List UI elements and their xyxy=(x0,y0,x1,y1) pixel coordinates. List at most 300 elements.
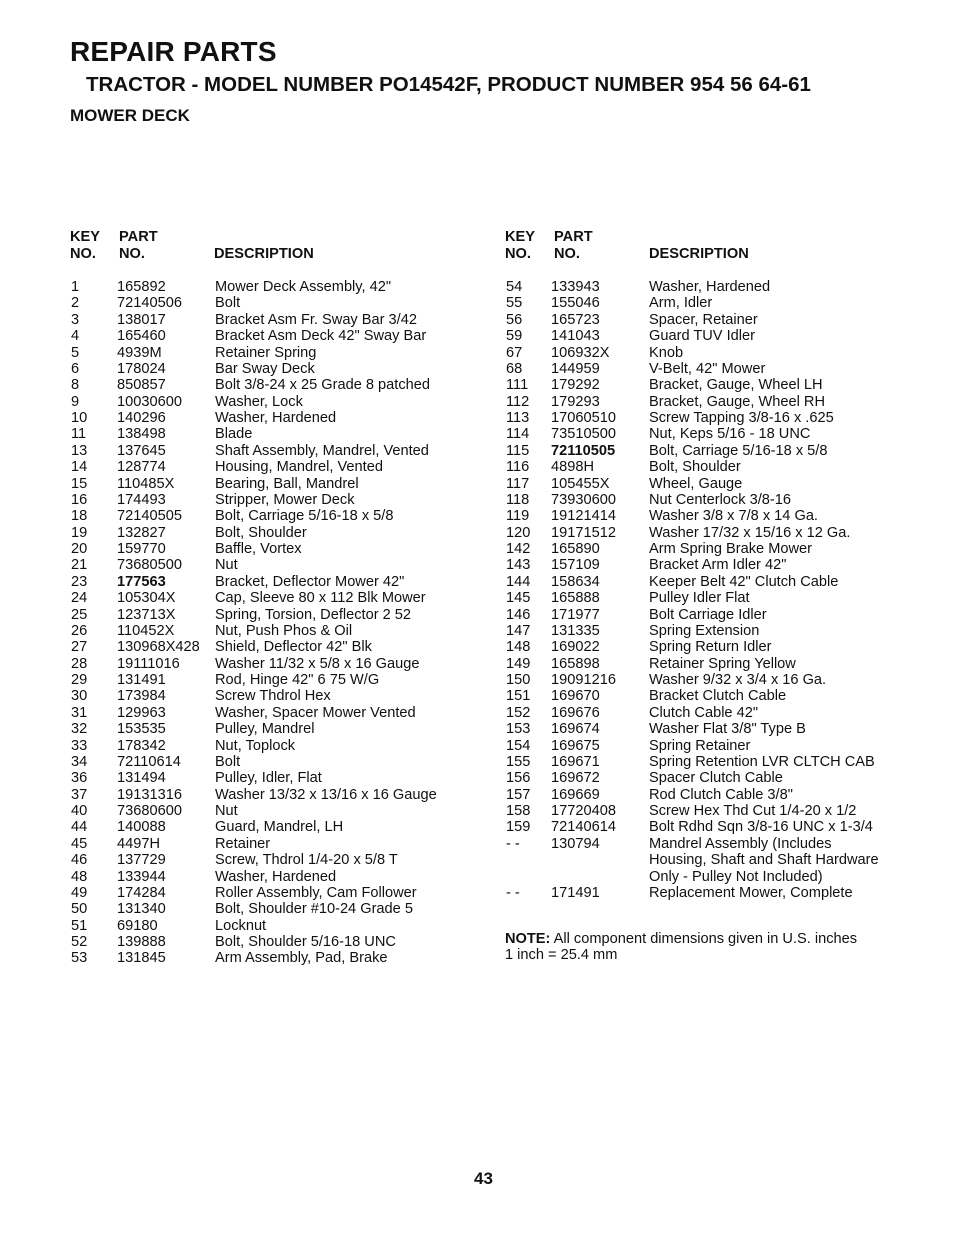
part-description: Nut xyxy=(215,803,238,819)
table-row xyxy=(505,361,925,377)
part-description: Nut Centerlock 3/8-16 xyxy=(649,491,791,508)
part-number: 850857 xyxy=(117,377,166,394)
key-number: 157 xyxy=(506,786,531,803)
key-number: 20 xyxy=(71,541,88,557)
table-row xyxy=(505,639,925,655)
key-header-bottom: NO. xyxy=(70,246,96,262)
part-description: Bolt Rdhd Sqn 3/8-16 UNC x 1-3/4 xyxy=(649,819,873,836)
part-number: 131491 xyxy=(117,672,166,688)
part-number: 17720408 xyxy=(551,803,616,819)
part-number: 19121414 xyxy=(551,508,616,525)
key-number: 6 xyxy=(71,360,80,377)
table-row xyxy=(70,508,470,524)
part-number: 179292 xyxy=(551,377,600,394)
part-description: Shaft Assembly, Mandrel, Vented xyxy=(215,442,429,459)
table-row xyxy=(70,345,470,361)
key-number: 119 xyxy=(506,508,530,525)
table-row xyxy=(505,836,925,885)
part-description: Bolt, Shoulder xyxy=(649,459,741,476)
part-number: 69180 xyxy=(117,917,158,934)
key-number: 11 xyxy=(71,426,87,443)
key-number: 24 xyxy=(71,590,88,607)
key-number: 56 xyxy=(506,311,523,328)
table-row xyxy=(505,443,925,459)
part-description: Screw, Thdrol 1/4-20 x 5/8 T xyxy=(215,852,398,869)
table-row xyxy=(70,377,470,393)
part-description: V-Belt, 42" Mower xyxy=(649,360,766,377)
table-row xyxy=(70,705,470,721)
part-description: Bolt Carriage Idler xyxy=(649,606,767,623)
table-row xyxy=(505,607,925,623)
key-number: 55 xyxy=(506,295,523,312)
table-row xyxy=(505,377,925,393)
table-row xyxy=(70,541,470,557)
part-number: 169674 xyxy=(551,721,600,738)
part-number: 171491 xyxy=(551,884,600,901)
part-number: 73680600 xyxy=(117,803,182,819)
table-row xyxy=(70,426,470,442)
table-row xyxy=(70,557,470,573)
part-number: 123713X xyxy=(117,606,176,623)
part-description: Bearing, Ball, Mandrel xyxy=(215,475,359,492)
part-description: Bolt, Carriage 5/16-18 x 5/8 xyxy=(215,508,394,525)
table-row xyxy=(70,410,470,426)
part-description: Locknut xyxy=(215,917,267,934)
key-number: 1 xyxy=(71,279,80,295)
table-row xyxy=(505,819,925,835)
part-number: 73680500 xyxy=(117,557,182,574)
part-number: 140088 xyxy=(117,819,166,836)
part-header-bottom: NO. xyxy=(554,246,580,262)
part-description: Pulley, Mandrel xyxy=(215,721,315,738)
key-number: 40 xyxy=(71,803,88,819)
key-number: 21 xyxy=(71,557,88,574)
table-row xyxy=(505,279,925,295)
key-number: 116 xyxy=(506,459,530,476)
part-description: Arm, Idler xyxy=(649,295,713,312)
key-number: 31 xyxy=(71,704,88,721)
note-label: NOTE: xyxy=(505,931,551,947)
key-number: 23 xyxy=(71,573,88,590)
part-description: Washer, Hardened xyxy=(649,279,771,295)
table-row xyxy=(70,574,470,590)
key-number: 118 xyxy=(506,491,530,508)
key-number: 111 xyxy=(506,377,529,394)
key-number: 45 xyxy=(71,835,88,852)
key-number: 146 xyxy=(506,606,531,623)
part-description: Nut, Toplock xyxy=(215,737,296,754)
part-number: 73930600 xyxy=(551,491,616,508)
part-description: Rod, Hinge 42" 6 75 W/G xyxy=(215,672,380,688)
key-number: 151 xyxy=(506,688,531,705)
part-description: Bolt 3/8-24 x 25 Grade 8 patched xyxy=(215,377,430,394)
key-header-top: KEY xyxy=(505,229,536,245)
part-number: 131335 xyxy=(551,622,600,639)
part-description: Bracket Asm Fr. Sway Bar 3/42 xyxy=(215,311,417,328)
part-description: Washer 11/32 x 5/8 x 16 Gauge xyxy=(215,655,420,672)
part-number: 128774 xyxy=(117,459,166,476)
part-header-top: PART xyxy=(554,229,593,245)
page-number: 43 xyxy=(474,1169,493,1188)
part-description: Knob xyxy=(649,344,684,361)
part-number: 105455X xyxy=(551,475,610,492)
table-row xyxy=(70,836,470,852)
table-row xyxy=(70,688,470,704)
table-row xyxy=(70,394,470,410)
table-row xyxy=(505,803,925,819)
part-description: Cap, Sleeve 80 x 112 Blk Mower xyxy=(215,590,426,607)
key-number: - - xyxy=(506,835,520,852)
part-number: 139888 xyxy=(117,934,166,950)
part-number: 130794 xyxy=(551,835,600,852)
part-description: Bracket Asm Deck 42" Sway Bar xyxy=(215,328,427,345)
part-description: Spring Retainer xyxy=(649,737,751,754)
key-number: 4 xyxy=(71,328,80,345)
key-number: 5 xyxy=(71,344,80,361)
part-description: Only - Pulley Not Included) xyxy=(649,868,823,885)
part-number: 144959 xyxy=(551,360,600,377)
part-description: Spring Retention LVR CLTCH CAB xyxy=(649,753,875,770)
part-description: Spring, Torsion, Deflector 2 52 xyxy=(215,606,412,623)
key-number: 114 xyxy=(506,426,530,443)
key-number: 30 xyxy=(71,688,88,705)
part-number: 110485X xyxy=(117,475,175,492)
part-description: Spring Extension xyxy=(649,622,760,639)
key-number: 59 xyxy=(506,328,523,345)
table-row xyxy=(70,819,470,835)
key-number: 53 xyxy=(71,950,88,967)
key-number: 68 xyxy=(506,360,523,377)
part-description: Screw Hex Thd Cut 1/4-20 x 1/2 xyxy=(649,803,857,819)
table-row xyxy=(70,279,470,295)
part-number: 173984 xyxy=(117,688,166,705)
part-description: Retainer Spring xyxy=(215,344,317,361)
section-heading: MOWER DECK xyxy=(70,106,190,125)
table-row xyxy=(70,295,470,311)
key-number: 54 xyxy=(506,279,523,295)
table-row xyxy=(505,738,925,754)
key-number: 28 xyxy=(71,655,88,672)
key-number: 18 xyxy=(71,508,88,525)
table-row xyxy=(70,869,470,885)
part-description: Bolt, Carriage 5/16-18 x 5/8 xyxy=(649,442,828,459)
part-number: 159770 xyxy=(117,541,166,557)
part-number: 110452X xyxy=(117,622,175,639)
table-row xyxy=(505,492,925,508)
part-description: Washer 9/32 x 3/4 x 16 Ga. xyxy=(649,672,827,688)
key-number: 51 xyxy=(71,917,88,934)
key-number: 3 xyxy=(71,311,80,328)
part-number: 169671 xyxy=(551,753,600,770)
table-row xyxy=(70,803,470,819)
key-number: 27 xyxy=(71,639,88,656)
part-number: 165888 xyxy=(551,590,600,607)
table-row xyxy=(505,410,925,426)
part-number: 169672 xyxy=(551,770,600,787)
key-number: 52 xyxy=(71,934,88,950)
key-number: 50 xyxy=(71,901,88,918)
part-number: 169676 xyxy=(551,704,600,721)
part-description: Keeper Belt 42" Clutch Cable xyxy=(649,573,839,590)
table-row xyxy=(70,738,470,754)
table-row xyxy=(505,688,925,704)
table-header xyxy=(70,229,470,279)
part-description: Replacement Mower, Complete xyxy=(649,884,853,901)
key-number: 2 xyxy=(71,295,80,312)
key-number: 32 xyxy=(71,721,88,738)
part-number: 169675 xyxy=(551,737,600,754)
part-number: 171977 xyxy=(551,606,600,623)
page-title: REPAIR PARTS xyxy=(70,36,277,67)
part-description: Guard TUV Idler xyxy=(649,328,755,345)
part-number: 129963 xyxy=(117,704,166,721)
table-row xyxy=(70,525,470,541)
part-description: Washer, Lock xyxy=(215,393,303,410)
table-row xyxy=(70,656,470,672)
table-row xyxy=(505,345,925,361)
key-number: 145 xyxy=(506,590,531,607)
table-row xyxy=(70,492,470,508)
part-description: Bracket Arm Idler 42" xyxy=(649,557,787,574)
part-description: Housing, Shaft and Shaft Hardware xyxy=(649,852,879,869)
part-description: Bolt xyxy=(215,753,241,770)
key-number: 34 xyxy=(71,753,88,770)
table-header xyxy=(505,229,925,279)
part-description: Washer 17/32 x 15/16 x 12 Ga. xyxy=(649,524,851,541)
table-row xyxy=(505,541,925,557)
table-row xyxy=(505,525,925,541)
description-header: DESCRIPTION xyxy=(214,246,314,262)
part-description: Mandrel Assembly (Includes xyxy=(649,835,832,852)
table-row xyxy=(70,950,470,966)
part-number: 4497H xyxy=(117,835,161,852)
key-number: 10 xyxy=(71,410,88,426)
table-row xyxy=(505,623,925,639)
table-row xyxy=(505,394,925,410)
part-description: Washer 13/32 x 13/16 x 16 Gauge xyxy=(215,786,437,803)
table-row xyxy=(505,705,925,721)
part-number: 72140505 xyxy=(117,508,182,525)
table-row xyxy=(70,607,470,623)
table-row xyxy=(70,459,470,475)
key-number: 33 xyxy=(71,737,88,754)
part-description: Baffle, Vortex xyxy=(215,541,302,557)
key-number: 44 xyxy=(71,819,88,836)
key-number: 154 xyxy=(506,737,531,754)
key-number: 144 xyxy=(506,573,531,590)
page-subtitle: TRACTOR - MODEL NUMBER PO14542F, PRODUCT NUMBER 954 56 64-61 xyxy=(86,73,811,96)
table-row xyxy=(70,918,470,934)
part-number: 19091216 xyxy=(551,672,616,688)
part-number: 169022 xyxy=(551,639,600,656)
part-header-top: PART xyxy=(119,229,158,245)
part-header-bottom: NO. xyxy=(119,246,145,262)
part-number: 131340 xyxy=(117,901,166,918)
part-description: Arm Spring Brake Mower xyxy=(649,541,813,557)
table-row xyxy=(505,426,925,442)
part-number: 178342 xyxy=(117,737,166,754)
table-row xyxy=(70,901,470,917)
part-description: Guard, Mandrel, LH xyxy=(215,819,344,836)
table-row xyxy=(505,557,925,573)
parts-list-right xyxy=(505,279,925,901)
part-description: Bolt, Shoulder 5/16-18 UNC xyxy=(215,934,396,950)
note xyxy=(505,931,857,964)
part-description: Washer, Spacer Mower Vented xyxy=(215,704,416,721)
table-row xyxy=(505,656,925,672)
part-number: 17060510 xyxy=(551,410,616,426)
part-description: Stripper, Mower Deck xyxy=(215,491,355,508)
key-number: 142 xyxy=(506,541,531,557)
part-number: 155046 xyxy=(551,295,600,312)
part-description: Screw Thdrol Hex xyxy=(215,688,331,705)
key-number: 117 xyxy=(506,475,530,492)
key-number: 147 xyxy=(506,622,531,639)
part-number: 169669 xyxy=(551,786,600,803)
note-text: All component dimensions given in U.S. inches xyxy=(553,931,858,947)
table-row xyxy=(70,885,470,901)
table-row xyxy=(70,639,470,655)
key-number: 26 xyxy=(71,622,88,639)
table-row xyxy=(70,934,470,950)
key-number: 37 xyxy=(71,786,88,803)
part-description: Nut, Keps 5/16 - 18 UNC xyxy=(649,426,811,443)
part-description: Clutch Cable 42" xyxy=(649,704,759,721)
table-row xyxy=(505,508,925,524)
part-number: 158634 xyxy=(551,573,600,590)
table-row xyxy=(505,885,925,901)
table-row xyxy=(70,852,470,868)
key-header-top: KEY xyxy=(70,229,101,245)
part-description: Pulley Idler Flat xyxy=(649,590,750,607)
part-number: 131845 xyxy=(117,950,166,967)
key-number: 148 xyxy=(506,639,531,656)
parts-list-left xyxy=(70,279,470,967)
table-row xyxy=(70,721,470,737)
key-number: 153 xyxy=(506,721,531,738)
part-number: 165898 xyxy=(551,655,600,672)
part-description: Mower Deck Assembly, 42" xyxy=(215,279,392,295)
part-number: 177563 xyxy=(117,573,166,590)
key-number: 149 xyxy=(506,655,531,672)
part-description: Spring Return Idler xyxy=(649,639,772,656)
part-number: 140296 xyxy=(117,410,166,426)
part-number: 138498 xyxy=(117,426,166,443)
part-description: Housing, Mandrel, Vented xyxy=(215,459,383,476)
table-row xyxy=(70,328,470,344)
part-number: 165460 xyxy=(117,328,166,345)
key-number: 155 xyxy=(506,753,531,770)
table-row xyxy=(505,295,925,311)
part-description: Blade xyxy=(215,426,253,443)
key-number: 120 xyxy=(506,524,531,541)
key-number: 9 xyxy=(71,393,80,410)
part-number: 19131316 xyxy=(117,786,182,803)
part-number: 138017 xyxy=(117,311,166,328)
key-number: 159 xyxy=(506,819,531,836)
part-description: Nut xyxy=(215,557,238,574)
part-number: 153535 xyxy=(117,721,166,738)
table-row xyxy=(70,787,470,803)
table-row xyxy=(70,672,470,688)
key-number: 25 xyxy=(71,606,88,623)
table-row xyxy=(505,672,925,688)
table-row xyxy=(70,754,470,770)
key-number: 15 xyxy=(71,475,88,492)
part-number: 10030600 xyxy=(117,393,182,410)
table-row xyxy=(70,361,470,377)
part-number: 106932X xyxy=(551,344,610,361)
part-description: Bolt, Shoulder #10-24 Grade 5 xyxy=(215,901,413,918)
table-row xyxy=(70,770,470,786)
table-row xyxy=(505,476,925,492)
part-number: 165892 xyxy=(117,279,166,295)
table-row xyxy=(70,476,470,492)
part-description: Nut, Push Phos & Oil xyxy=(215,622,353,639)
table-row xyxy=(505,770,925,786)
part-number: 179293 xyxy=(551,393,600,410)
table-row xyxy=(505,787,925,803)
part-description: Bracket, Gauge, Wheel LH xyxy=(649,377,823,394)
part-number: 132827 xyxy=(117,524,166,541)
part-description: Screw Tapping 3/8-16 x .625 xyxy=(649,410,834,426)
part-number: 4898H xyxy=(551,459,595,476)
key-number: 158 xyxy=(506,803,531,819)
description-header: DESCRIPTION xyxy=(649,246,749,262)
part-description: Wheel, Gauge xyxy=(649,475,743,492)
part-description: Bracket Clutch Cable xyxy=(649,688,787,705)
part-description: Washer, Hardened xyxy=(215,410,337,426)
part-description: Bar Sway Deck xyxy=(215,360,315,377)
key-number: 67 xyxy=(506,344,523,361)
part-number: 174493 xyxy=(117,491,166,508)
part-number: 130968X428 xyxy=(117,639,200,656)
part-number: 169670 xyxy=(551,688,600,705)
key-number: 48 xyxy=(71,868,88,885)
part-description: Washer Flat 3/8" Type B xyxy=(649,721,806,738)
part-description: Bracket, Gauge, Wheel RH xyxy=(649,393,826,410)
part-number: 4939M xyxy=(117,344,162,361)
table-row xyxy=(70,590,470,606)
part-description: Arm Assembly, Pad, Brake xyxy=(215,950,388,967)
note-conversion: 1 inch = 25.4 mm xyxy=(505,947,618,964)
key-number: 8 xyxy=(71,377,80,394)
table-row xyxy=(70,312,470,328)
table-row xyxy=(70,623,470,639)
part-number: 72110614 xyxy=(117,753,181,770)
key-number: 49 xyxy=(71,884,88,901)
part-number: 178024 xyxy=(117,360,166,377)
part-number: 19111016 xyxy=(117,655,180,672)
part-number: 73510500 xyxy=(551,426,616,443)
key-number: 36 xyxy=(71,770,88,787)
key-number: 13 xyxy=(71,442,88,459)
key-number: 152 xyxy=(506,704,531,721)
table-row xyxy=(70,443,470,459)
part-description: Bolt, Shoulder xyxy=(215,524,307,541)
part-number: 165890 xyxy=(551,541,600,557)
part-description: Shield, Deflector 42" Blk xyxy=(215,639,372,656)
key-number: - - xyxy=(506,884,520,901)
parts-table-right xyxy=(505,229,925,901)
part-number: 72110505 xyxy=(551,442,616,459)
key-number: 113 xyxy=(506,410,530,426)
part-number: 141043 xyxy=(551,328,600,345)
key-number: 46 xyxy=(71,852,88,869)
part-number: 131494 xyxy=(117,770,166,787)
table-row xyxy=(505,590,925,606)
key-number: 112 xyxy=(506,393,530,410)
